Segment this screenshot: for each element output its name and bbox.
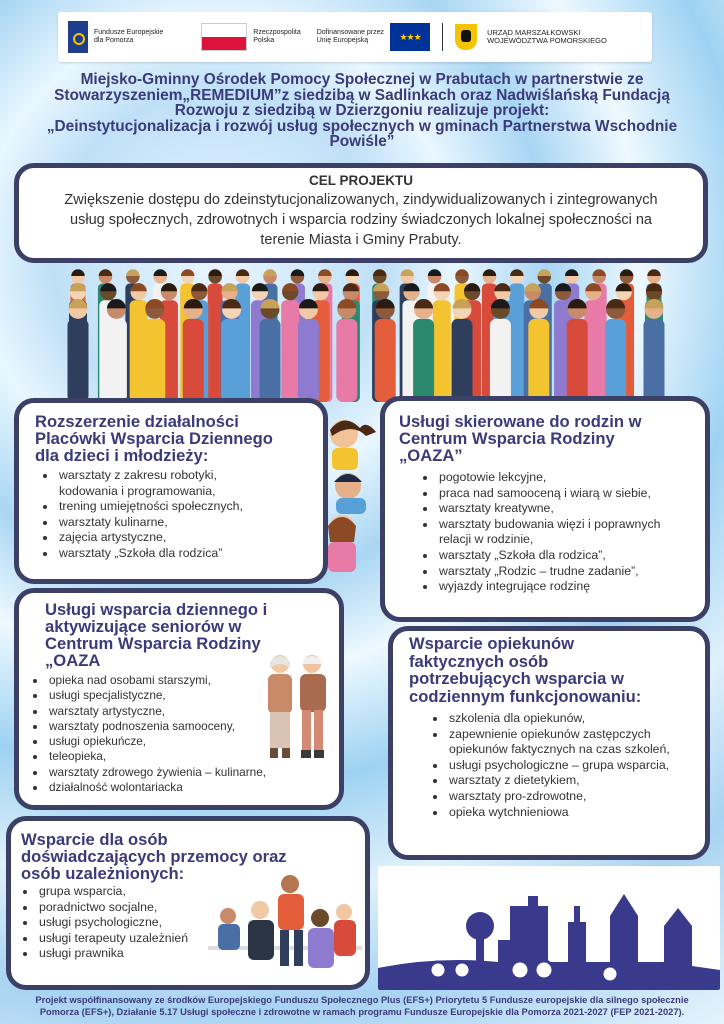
list-item: • grupa wsparcia,: [37, 884, 355, 900]
list-item: • zajęcia artystyczne,: [57, 530, 313, 546]
logo-bar: [58, 12, 652, 62]
list-item: • opieka nad osobami starszymi,: [47, 673, 329, 688]
list-item: • usługi prawnika: [37, 946, 355, 962]
crowd-person: [221, 299, 242, 402]
crowd-person: [260, 299, 281, 402]
list-item: • opieka wytchnieniowa: [447, 805, 695, 821]
list-item: • warsztaty „Szkoła dla rodzica”,: [437, 548, 695, 564]
crowd-person: [644, 299, 665, 402]
list-item: • działalność wolontariacka: [47, 780, 329, 795]
card1-list: [35, 468, 313, 562]
crowd-person: [509, 269, 524, 402]
eu-logo: Dofinansowane przez Unię Europejską ★★★: [317, 23, 430, 51]
card1-heading: Rozszerzenie działalności Placówki Wsparcia Dziennego dla dzieci i młodzieży:: [35, 412, 273, 465]
list-item: • warsztaty budowania więzi i poprawnych relacji w rodzinie,: [437, 517, 695, 548]
card2-heading: Usługi skierowane do rodzin w Centrum Wsparcia Rodziny „OAZA”: [399, 412, 642, 465]
card3-heading: Usługi wsparcia dziennego i aktywizujące seniorów w Centrum Wsparcia Rodziny „OAZA: [45, 600, 268, 670]
logo-divider: [442, 23, 443, 51]
crowd-person: [298, 299, 319, 402]
list-item: • warsztaty z zakresu robotyki,: [57, 468, 313, 484]
list-item: • warsztaty artystyczne,: [47, 704, 329, 719]
list-item: • poradnictwo socjalne,: [37, 900, 355, 916]
griffin-crest-icon: [455, 24, 477, 50]
crowd-person: [605, 299, 626, 402]
goal-heading: CEL PROJEKTU: [308, 173, 414, 188]
crowd-person: [68, 299, 89, 402]
list-item: • warsztaty „Rodzic – trudne zadanie”,: [437, 564, 695, 580]
list-item: • usługi psychologiczne – grupa wsparcia,: [447, 758, 695, 774]
rp-logo: Rzeczpospolita Polska: [201, 23, 300, 51]
list-item: • teleopieka,: [47, 749, 329, 764]
list-item: • trening umiejętności społecznych,: [57, 499, 313, 515]
crowd-person: [413, 299, 434, 402]
list-item: • szkolenia dla opiekunów,: [447, 711, 695, 727]
goal-text: Zwiększenie dostępu do zdeinstytucjonalizowanych, zindywidualizowanych i zintegrowanych usług społecznych, zdrowotnych i wsparcia rodziny świadczonych lokalnej społeczności na terenie Miasta i Gminy Prabuty.: [64, 192, 658, 248]
crowd-person: [452, 299, 473, 402]
fe-logo-icon: [68, 21, 88, 53]
crowd-person: [106, 299, 127, 402]
list-item: kodowania i programowania,: [59, 483, 216, 498]
card4-heading: Wsparcie opiekunów faktycznych osób potrzebujących wsparcia w codziennym funkcjonowaniu:: [409, 634, 642, 706]
crowd-person: [144, 299, 165, 402]
crowd-person: [490, 299, 511, 402]
list-item: • praca nad samooceną i wiarą w siebie,: [437, 486, 695, 502]
list-item: • warsztaty z dietetykiem,: [447, 773, 695, 789]
list-item: • wyjazdy integrujące rodzinę: [437, 579, 695, 595]
project-goal-box: [14, 163, 708, 263]
seniors-illustration: [256, 652, 336, 762]
support-group-illustration: [208, 870, 362, 974]
crowd-person: [375, 299, 396, 402]
list-item: • zapewnienie opiekunów zastępczych opiekunów faktycznych na czas szkoleń,: [447, 727, 695, 758]
card-day-support-children: [14, 398, 328, 584]
list-item: • warsztaty zdrowego żywienia – kulinarne,: [47, 765, 329, 780]
list-item: • pogotowie lekcyjne,: [437, 470, 695, 486]
list-item: • usługi opiekuńcze,: [47, 734, 329, 749]
eu-flag-icon: ★★★: [390, 23, 430, 51]
card-family-services: [380, 396, 710, 622]
list-item: • warsztaty podnoszenia samooceny,: [47, 719, 329, 734]
card-caregiver-support: [388, 626, 710, 860]
crowd-person: [528, 299, 549, 402]
card2-list: [399, 470, 695, 595]
funding-footer: Projekt współfinansowany ze środków Europejskiego Funduszu Społecznego Plus (EFS+) Priorytetu 5 Fundusze europejskie dla silnego społecznie Pomorza (EFS+), Działanie 5.17 Usługi społeczne i zdrowotne w ramach programu Fundusze Europejskie dla Pomorza 2021-2027 (FEP 2021-2027).: [35, 995, 689, 1017]
card4-list: [409, 711, 695, 820]
crowd-person: [336, 299, 357, 402]
card5-heading: Wsparcie dla osób doświadczających przemocy oraz osób uzależnionych:: [21, 830, 287, 883]
urzad-logo: URZĄD MARSZAŁKOWSKI WOJEWÓDZTWA POMORSKIEGO: [455, 24, 607, 50]
list-item: • usługi terapeuty uzależnień: [37, 931, 355, 947]
crowd-person: [567, 299, 588, 402]
list-item: • usługi psychologiczne,: [37, 915, 355, 931]
list-item: • warsztaty kulinarne,: [57, 515, 313, 531]
page-title: Miejsko-Gminny Ośrodek Pomocy Społecznej w Prabutach w partnerstwie ze Stowarzyszeniem„REMEDIUM”z siedzibą w Sadlinkach oraz Nadwiślańską Fundacją Rozwoju z siedzibą w Dzierzgoniu realizuje projekt: „Deinstytucjonalizacja i rozwój usług społecznych w gminach Partnerstwa Wschodnie Powiśle”: [46, 71, 678, 150]
list-item: • warsztaty kreatywne,: [437, 501, 695, 517]
list-item: • usługi specjalistyczne,: [47, 688, 329, 703]
fe-pomorza-logo: Fundusze Europejskie dla Pomorza: [68, 21, 163, 53]
city-silhouette-illustration: [378, 866, 720, 990]
polish-flag-icon: [201, 23, 247, 51]
list-item: • warsztaty „Szkoła dla rodzica”: [57, 546, 313, 562]
crowd-person: [208, 269, 223, 402]
crowd-person: [281, 283, 299, 402]
list-item: • warsztaty pro-zdrowotne,: [447, 789, 695, 805]
crowd-person: [183, 299, 204, 402]
crowd-person: [433, 283, 451, 402]
kids-illustration: [326, 410, 382, 574]
crowd-illustration: [66, 256, 666, 402]
